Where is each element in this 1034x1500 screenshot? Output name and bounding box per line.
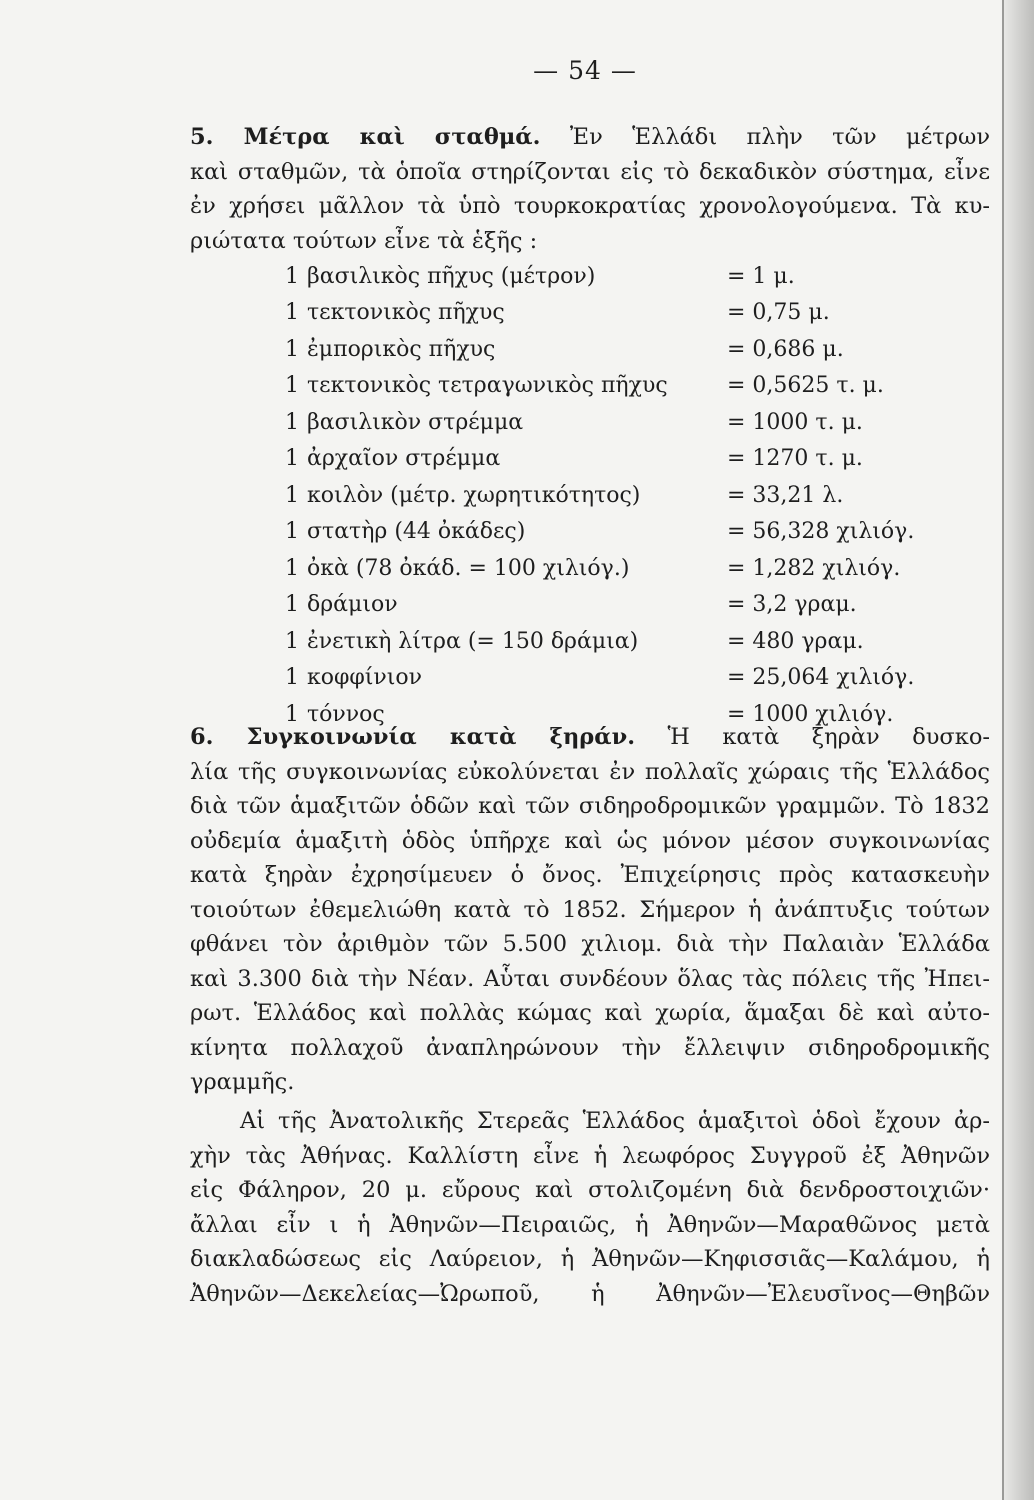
text-line: κατὰ ξηρὰν ἐχρησίμευεν ὁ ὄνος. Ἐπιχείρησις πρὸς κατασκευὴν bbox=[190, 862, 990, 888]
roads-paragraph bbox=[190, 1104, 990, 1311]
unit-row: 1 τεκτονικὸς τετραγωνικὸς πῆχυς = 0,5625 τ. μ. bbox=[285, 368, 945, 405]
text-line: κίνητα πολλαχοῦ ἀναπληρώνουν τὴν ἔλλειψιν σιδηροδρομικῆς bbox=[190, 1034, 990, 1061]
text-line: χὴν τὰς Ἀθήνας. Καλλίστη εἶνε ἡ λεωφόρος Συγγροῦ ἐξ Ἀθηνῶν bbox=[190, 1142, 990, 1169]
unit-name: ἀρχαῖον στρέμμα bbox=[307, 446, 501, 472]
unit-name: στατὴρ (44 ὀκάδες) bbox=[307, 519, 526, 545]
unit-value: = 56,328 χιλιόγ. bbox=[727, 519, 915, 545]
unit-row: 1 ἀρχαῖον στρέμμα = 1270 τ. μ. bbox=[285, 441, 945, 478]
unit-value: = 25,064 χιλιόγ. bbox=[727, 665, 915, 691]
unit-value: = 1000 χιλιόγ. bbox=[727, 701, 894, 727]
section-5-paragraph bbox=[190, 120, 990, 258]
section-6-heading: 6. Συγκοινωνία κατὰ ξηράν. bbox=[190, 724, 636, 750]
text-line: διὰ τῶν ἁμαξιτῶν ὁδῶν καὶ τῶν σιδηροδρομικῶν γραμμῶν. Τὸ 1832 bbox=[190, 793, 990, 819]
unit-row: 1 βασιλικὸν στρέμμα = 1000 τ. μ. bbox=[285, 404, 945, 441]
unit-name: κοφφίνιον bbox=[307, 665, 423, 691]
text-line: 5. Μέτρα καὶ σταθμά. Ἐν Ἑλλάδι πλὴν τῶν μέτρων bbox=[190, 124, 991, 150]
unit-row: 1 ὀκὰ (78 ὀκάδ. = 100 χιλιόγ.) = 1,282 χιλιόγ. bbox=[285, 550, 945, 587]
text-line: καὶ σταθμῶν, τὰ ὁποῖα στηρίζονται εἰς τὸ δεκαδικὸν σύστημα, εἶνε bbox=[190, 158, 990, 185]
unit-name: τόννος bbox=[307, 701, 385, 727]
text-line: εἰς Φάληρον, 20 μ. εὔρους καὶ στολιζομένη διὰ δενδροστοιχιῶν· bbox=[190, 1177, 990, 1203]
text-line: διακλαδώσεως εἰς Λαύρειον, ἡ Ἀθηνῶν—Κηφισσιᾶς—Καλάμου, ἡ bbox=[190, 1246, 990, 1272]
text-line: οὐδεμία ἁμαξιτὴ ὁδὸς ὑπῆρχε καὶ ὡς μόνον μέσον συγκοινωνίας bbox=[190, 827, 990, 854]
unit-row: 1 δράμιον = 3,2 γραμ. bbox=[285, 587, 945, 624]
text-line: Αἱ τῆς Ἀνατολικῆς Στερεᾶς Ἑλλάδος ἁμαξιτοὶ ὁδοὶ ἔχουν ἀρ- bbox=[240, 1108, 990, 1134]
section-5-heading: 5. Μέτρα καὶ σταθμά. bbox=[190, 124, 541, 150]
unit-value: = 3,2 γραμ. bbox=[727, 592, 857, 618]
unit-value: = 1,282 χιλιόγ. bbox=[727, 555, 901, 581]
text-line: ρωτ. Ἑλλάδος καὶ πολλὰς κώμας καὶ χωρία, ἅμαξαι δὲ καὶ αὐτο- bbox=[190, 1000, 990, 1026]
unit-value: = 480 γραμ. bbox=[727, 628, 864, 654]
unit-name: ὀκὰ (78 ὀκάδ. = 100 χιλιόγ.) bbox=[307, 555, 630, 581]
text-line: ἄλλαι εἶν ι ἡ Ἀθηνῶν—Πειραιῶς, ἡ Ἀθηνῶν—Μαραθῶνος μετὰ bbox=[190, 1211, 990, 1238]
page-number: — 54 — bbox=[533, 56, 637, 85]
text-line: καὶ 3.300 διὰ τὴν Νέαν. Αὗται συνδέουν ὅλας τὰς πόλεις τῆς Ἠπει- bbox=[190, 965, 990, 992]
unit-name: τεκτονικὸς τετραγωνικὸς πῆχυς bbox=[307, 373, 668, 399]
text-line: ριώτατα τούτων εἶνε τὰ ἑξῆς : bbox=[190, 227, 538, 254]
text-line: 6. Συγκοινωνία κατὰ ξηράν. Ἡ κατὰ ξηρὰν δυσκο- bbox=[190, 724, 990, 750]
unit-row: 1 τεκτονικὸς πῆχυς = 0,75 μ. bbox=[285, 295, 945, 332]
text-line: λία τῆς συγκοινωνίας εὐκολύνεται ἐν πολλαῖς χώραις τῆς Ἑλλάδος bbox=[190, 758, 990, 785]
unit-value: = 0,686 μ. bbox=[727, 336, 844, 362]
unit-value: = 0,5625 τ. μ. bbox=[727, 373, 884, 399]
unit-value: = 0,75 μ. bbox=[727, 300, 830, 326]
unit-row: 1 βασιλικὸς πῆχυς (μέτρον) = 1 μ. bbox=[285, 258, 945, 295]
unit-row: 1 ἐμπορικὸς πῆχυς = 0,686 μ. bbox=[285, 331, 945, 368]
adjacent-page-edge bbox=[1002, 0, 1034, 1500]
text-line: φθάνει τὸν ἀριθμὸν τῶν 5.500 χιλιομ. διὰ τὴν Παλαιὰν Ἑλλάδα bbox=[190, 931, 990, 957]
unit-name: ἐνετικὴ λίτρα (= 150 δράμια) bbox=[307, 628, 639, 654]
unit-name: βασιλικὸς πῆχυς (μέτρον) bbox=[307, 263, 596, 289]
text-line: τοιούτων ἐθεμελιώθη κατὰ τὸ 1852. Σήμερον ἡ ἀνάπτυξις τούτων bbox=[190, 896, 990, 923]
unit-name: βασιλικὸν στρέμμα bbox=[307, 409, 524, 435]
text-line: γραμμῆς. bbox=[190, 1069, 295, 1095]
unit-row: 1 τόννος = 1000 χιλιόγ. bbox=[285, 696, 945, 733]
unit-value: = 1270 τ. μ. bbox=[727, 446, 863, 472]
unit-row: 1 κοφφίνιον = 25,064 χιλιόγ. bbox=[285, 660, 945, 697]
unit-value: = 1000 τ. μ. bbox=[727, 409, 863, 435]
units-table bbox=[285, 258, 945, 733]
unit-name: ἐμπορικὸς πῆχυς bbox=[307, 336, 496, 362]
unit-name: τεκτονικὸς πῆχυς bbox=[307, 300, 505, 326]
unit-name: κοιλὸν (μέτρ. χωρητικότητος) bbox=[307, 482, 641, 508]
section-6-paragraph bbox=[190, 720, 990, 1100]
text-line: Ἀθηνῶν—Δεκελείας—Ὠρωποῦ, ἡ Ἀθηνῶν—Ἐλευσῖνος—Θηβῶν bbox=[190, 1280, 990, 1307]
text-line: ἐν χρήσει μᾶλλον τὰ ὑπὸ τουρκοκρατίας χρονολογούμενα. Τὰ κυ- bbox=[190, 193, 990, 219]
unit-row: 1 κοιλὸν (μέτρ. χωρητικότητος) = 33,21 λ. bbox=[285, 477, 945, 514]
unit-value: = 1 μ. bbox=[727, 263, 795, 289]
unit-name: δράμιον bbox=[307, 592, 398, 618]
unit-row: 1 στατὴρ (44 ὀκάδες) = 56,328 χιλιόγ. bbox=[285, 514, 945, 551]
unit-value: = 33,21 λ. bbox=[727, 482, 844, 508]
unit-row: 1 ἐνετικὴ λίτρα (= 150 δράμια) = 480 γραμ. bbox=[285, 623, 945, 660]
